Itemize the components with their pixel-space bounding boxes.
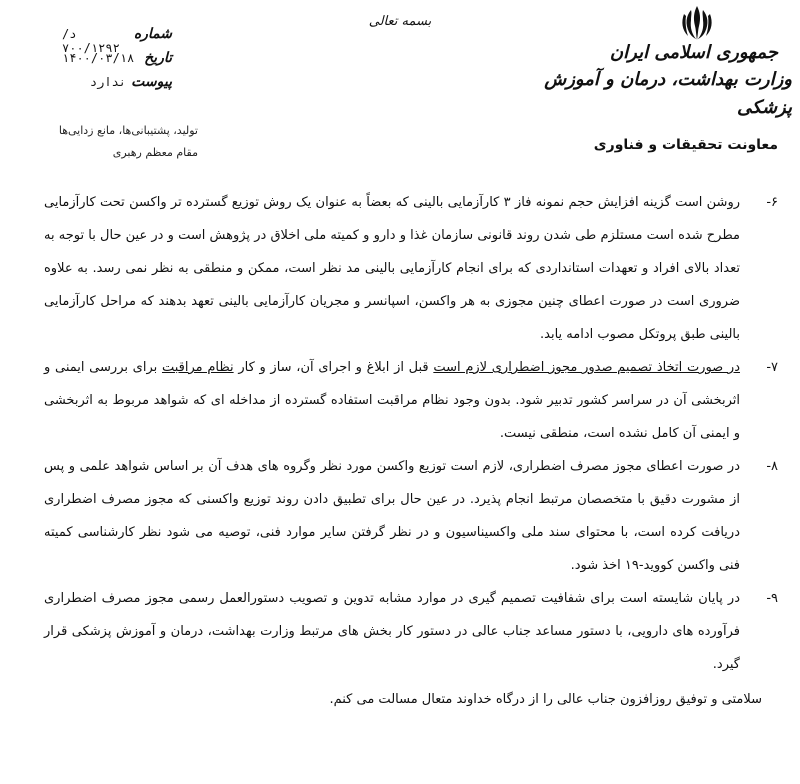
ministry-name: وزارت بهداشت، درمان و آموزش پزشکی <box>544 69 792 118</box>
number-value: د/۷۰۰/۱۲۹۲ <box>62 27 120 55</box>
basmala: بسمه تعالی <box>368 14 432 29</box>
republic-name: جمهوری اسلامی ایران <box>609 42 778 63</box>
letter-meta <box>62 26 172 98</box>
underlined-phrase-emergency-license: در صورت اتخاذ تصمیم صدور مجوز اضطراری لازم است <box>433 360 740 375</box>
date-value: ۱۴۰۰/۰۳/۱۸ <box>62 51 135 65</box>
meta-attachment-row <box>62 74 172 98</box>
paragraph-text: در پایان شایسته است برای شفافیت تصمیم گیری در موارد مشابه تدوین و تصویب دستورالعمل رسمی مجوز مصرف اضطراری فرآورده های دارویی، با دستور مساعد جناب عالی در دستور کار بخش های مرتبط وزارت بهداشت، درمان و آموزش پزشکی قرار گیرد. <box>44 591 740 672</box>
paragraph-9 <box>44 582 778 681</box>
slogan-line1: تولید، پشتیبانی‌ها، مانع زدایی‌ها <box>58 124 198 137</box>
ministry-heading <box>542 40 792 156</box>
paragraph-number: ۷- <box>766 360 778 375</box>
meta-number-row <box>62 26 172 55</box>
paragraph-6 <box>44 186 778 351</box>
paragraph-number: ۹- <box>766 591 778 606</box>
paragraph-text: در صورت اعطای مجوز مصرف اضطراری، لازم است توزیع واکسن مورد نظر وگروه های هدف آن بر اساس شواهد علمی و پس از مشورت دقیق با متخصصان مرتبط انجام پذیرد. در عین حال برای تطبیق دادن روند توزیع واکسنی که مجوز مصرف اضطراری دریافت کرده است، با محتوای سند ملی واکسیناسیون و در نظر گرفتن سایر موارد فنی، توصیه می شود نظر کارشناسی کمیته فنی واکسن کووید-۱۹ اخذ شود. <box>44 459 740 573</box>
paragraph-number: ۸- <box>766 459 778 474</box>
paragraph-text: قبل از ابلاغ و اجرای آن، ساز و کار <box>233 360 434 375</box>
iran-emblem-icon <box>680 4 714 42</box>
paragraph-text: برای بررسی ایمنی و اثربخشی آن در سراسر کشور تدبیر شود. بدون وجود نظام مراقبت استفاده گسترده از مداخله ای که شواهد مربوط به اثربخشی و ایمنی آن کامل نشده است، منطقی نیست. <box>44 360 740 441</box>
date-label: تاریخ <box>144 50 172 66</box>
attachment-value: ندارد <box>89 75 126 89</box>
number-label: شماره <box>133 26 172 42</box>
paragraph-8 <box>44 450 778 582</box>
slogan <box>8 120 198 164</box>
attachment-label: پیوست <box>131 74 172 90</box>
slogan-line2: مقام معظم رهبری <box>112 146 198 159</box>
underlined-phrase-surveillance: نظام مراقبت <box>161 360 234 375</box>
closing-line: سلامتی و توفیق روزافزون جناب عالی را از درگاه خداوند متعال مسالت می کنم. <box>329 692 762 707</box>
meta-date-row <box>62 50 172 74</box>
paragraph-7 <box>44 351 778 450</box>
letter-body <box>44 186 778 716</box>
paragraph-text: روشن است گزینه افزایش حجم نمونه فاز ۳ کارآزمایی بالینی که بعضاً به عنوان یک روش توزیع گسترده تر واکسن تحت کارآزمایی مطرح شده است مستلزم طی شدن روند قانونی سازمان غذا و دارو و کمیته ملی اخلاق در پژوهش است و در عین حال با توجه به تعداد بالای افراد و تعهدات استانداردی که برای انجام کارآزمایی بالینی مد نظر است، ممکن و منطقی به نظر نمی رسد. به علاوه ضروری است در صورت اعطای چنین مجوزی به هر واکسن، اسپانسر و مجریان کارآزمایی بالینی تعهد بدهند که مراحل کارآزمایی بالینی طبق پروتکل مصوب ادامه یابد. <box>44 195 741 342</box>
paragraph-number: ۶- <box>766 195 778 210</box>
deputy-name: معاونت تحقیقات و فناوری <box>593 137 778 153</box>
